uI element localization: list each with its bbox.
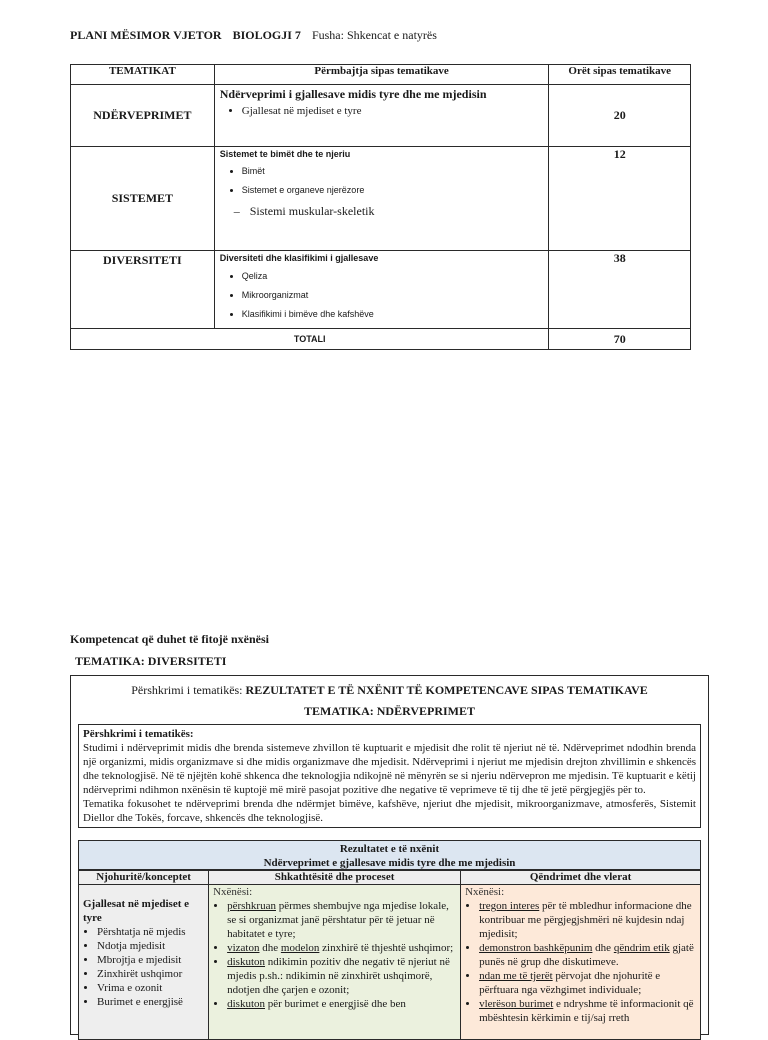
theme-hours: 38 (549, 251, 691, 329)
table-row (71, 147, 691, 251)
list-item: • vizaton dhe modelon zinxhirë të thjeshtë ushqimor; (227, 941, 456, 955)
list-item: • diskuton për burimet e energjisë dhe ben (227, 997, 456, 1011)
list-item: • Bimët (242, 166, 544, 176)
col-header-content: Përmbajtja sipas tematikave (214, 65, 549, 85)
description-paragraph: Studimi i ndërveprimit midis dhe brenda sistemeve zhvillon të kuptuarit e mjedisit dhe rolit të njeriut në të. Ndërveprimet ndodhin brenda një organizmi, midis organizmave si dhe midis organizmave dhe mjedisit. Ndërveprimi i njeriut me mjedisin drejton zhvillimin e shkencës dhe teknologjisë. Në të njëjtën kohë shkenca dhe teknologjia ndikojnë në mënyrën se si njeriu ndërvepron me mjedisin. Të kuptuarit e këtij ndërveprimi ndihmon nxënësin të kuptojë më mirë pasojat pozitive dhe negative të veprimeve të tij dhe të jetë përgjegjës për to. (83, 742, 696, 796)
results-band-subtitle: Ndërveprimet e gjallesave midis tyre dhe me mjedisin (263, 857, 516, 869)
knowledge-column (79, 885, 209, 1040)
subject-title: BIOLOGJI 7 (232, 28, 301, 42)
total-row (71, 329, 691, 350)
theme-description (78, 724, 701, 828)
student-label: Nxënësi: (465, 886, 505, 898)
results-band-title: Rezultatet e të nxënit (339, 843, 440, 855)
columns-header-row (79, 871, 701, 885)
list-item: • Zinxhirët ushqimor (97, 967, 204, 981)
field-label: Fusha: Shkencat e natyrës (311, 28, 437, 42)
plan-header-row (71, 65, 691, 85)
list-item: • diskuton ndikimin pozitiv dhe negativ të njeriut në mjedis p.sh.: ndikimin në zinxhirët ushqimorë, ndotjen dhe çarjen e ozonit; (227, 955, 456, 997)
list-item: • Klasifikimi i bimëve dhe kafshëve (242, 309, 544, 319)
annual-plan-table (70, 64, 691, 350)
list-item: • Gjallesat në mjediset e tyre (242, 105, 544, 117)
list-item: • Sistemet e organeve njerëzore (242, 185, 544, 195)
theme-name: DIVERSITETI (71, 251, 215, 329)
theme-content (214, 85, 549, 147)
list-item: • Përshtatja në mjedis (97, 925, 204, 939)
theme-name: SISTEMET (71, 147, 215, 251)
student-label: Nxënësi: (213, 886, 253, 898)
skills-column (209, 885, 461, 1040)
columns-body-row (79, 885, 701, 1040)
list-item: • vlerëson burimet e ndryshme të informacionit që mbështesin kërkimin e tij/saj rreth (479, 997, 696, 1025)
col-header-themes: TEMATIKAT (71, 65, 215, 85)
competences-theme: TEMATIKA: DIVERSITETI (75, 654, 227, 668)
content-title: Sistemet te bimët dhe te njeriu (219, 149, 351, 159)
attitudes-column (461, 885, 701, 1040)
results-band (78, 840, 701, 870)
col-header-skills: Shkathtësitë dhe proceset (209, 871, 461, 885)
list-item: • Vrima e ozonit (97, 981, 204, 995)
results-theme-heading: TEMATIKA: NDËRVEPRIMET (303, 704, 476, 718)
description-paragraph: Tematika fokusohet te ndërveprimi brenda dhe ndërmjet bimëve, kafshëve, njeriut dhe mjedisit, mikroorganizmave, atmosferës, Sistemit Diellor dhe Tokës, forcave, shkencës dhe teknologjisë. (83, 798, 696, 824)
list-item: • Mikroorganizmat (242, 290, 544, 300)
list-item: • demonstron bashkëpunim dhe qëndrim etik gjatë punës në grup dhe diskutimeve. (479, 941, 696, 969)
col-header-attitudes: Qëndrimet dhe vlerat (461, 871, 701, 885)
total-label: TOTALI (71, 329, 549, 350)
table-row (71, 251, 691, 329)
description-label: Përshkrimi i tematikës: (83, 728, 194, 740)
sub-list-item: – Sistemi muskular-skeletik (233, 204, 375, 218)
col-header-knowledge: Njohuritë/konceptet (79, 871, 209, 885)
theme-hours: 20 (549, 85, 691, 147)
results-columns (78, 870, 701, 1040)
table-row (71, 85, 691, 147)
list-item: • Mbrojtja e mjedisit (97, 953, 204, 967)
content-title: Diversiteti dhe klasifikimi i gjallesave (219, 253, 379, 263)
list-item: • ndan me të tjerët përvojat dhe njohuritë e përftuara nga vëzhgimet individuale; (479, 969, 696, 997)
competences-title: Kompetencat që duhet të fitojë nxënësi (70, 632, 269, 646)
list-item: • përshkruan përmes shembujve nga mjedise lokale, se si organizmat janë përshtatur për të jetuar në habitatet e tyre; (227, 899, 456, 941)
list-item: • Ndotja mjedisit (97, 939, 204, 953)
document-header (70, 28, 445, 43)
plan-title: PLANI MËSIMOR VJETOR (70, 28, 222, 42)
col-header-hours: Orët sipas tematikave (549, 65, 691, 85)
results-heading: Përshkrimi i tematikës: REZULTATET E TË NXËNIT TË KOMPETENCAVE SIPAS TEMATIKAVE (131, 683, 648, 697)
theme-content (214, 147, 549, 251)
list-item: • tregon interes për të mbledhur informacione dhe kontribuar me përgjegjshmëri në kujdesin ndaj mjedisit; (479, 899, 696, 941)
knowledge-title: Gjallesat në mjediset e tyre (83, 898, 189, 924)
theme-content (214, 251, 549, 329)
total-hours: 70 (549, 329, 691, 350)
list-item: • Burimet e energjisë (97, 995, 204, 1009)
results-box (70, 675, 709, 1035)
theme-hours: 12 (549, 147, 691, 251)
theme-name: NDËRVEPRIMET (71, 85, 215, 147)
list-item: • Qeliza (242, 271, 544, 281)
content-title: Ndërveprimi i gjallesave midis tyre dhe me mjedisin (219, 87, 487, 101)
